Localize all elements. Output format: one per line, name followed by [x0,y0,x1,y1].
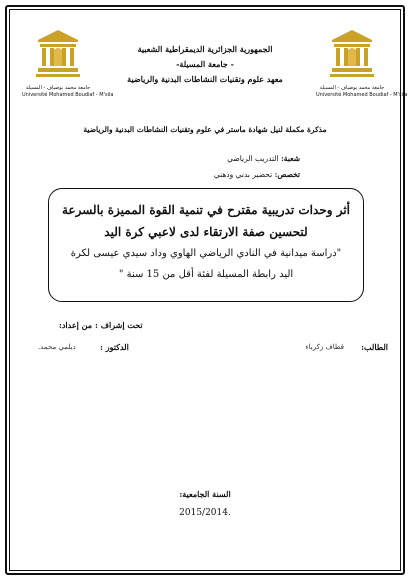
thesis-subtitle-line-2: اليد رابطة المسيلة لفئة أقل من 15 سنة " [118,269,294,280]
university-emblem-icon [328,28,376,84]
specialty-label: تخصص: [274,170,300,179]
thesis-title-line-1: أثر وحدات تدريبية مقترح في تنمية القوة المميزة بالسرعة [62,203,350,217]
university-name: - جامعة المسيلة- [176,59,234,69]
branch-label: شعبة: [281,154,300,163]
thesis-title-line-2: لتحسين صفة الارتقاء لدى لاعبي كرة اليد [104,225,308,239]
thesis-subtitle-line-1: "دراسة ميدانية في النادي الرياضي الهاوي وداد سيدي عيسى لكرة [70,248,342,259]
specialty-line [214,170,300,179]
logo-caption-french: Université Mohamed Boudiaf - M'sila [316,92,408,98]
university-logo-right [316,28,408,98]
logo-caption-arabic: جامعة محمد بوضياف - المسيلة [25,85,91,91]
logo-caption-arabic: جامعة محمد بوضياف - المسيلة [319,85,385,91]
thesis-title-box [48,188,364,302]
university-logo-left [22,28,114,98]
academic-year-value: 2015/2014. [179,508,231,518]
academic-year-label: السنة الجامعية: [179,489,231,499]
university-emblem-icon [34,28,82,84]
doctor-label: الدكتور : [100,342,129,352]
branch-line [227,154,300,163]
doctor-name: ديلمي محمد. [38,343,76,351]
specialty-value: تحضير بدني وذهني [213,170,275,179]
student-label: الطالب: [361,342,388,352]
memo-description: مذكرة مكملة لنيل شهادة ماستر في علوم وتقنيات النشاطات البدنية والرياضية [83,125,327,134]
branch-value: التدريب الرياضي [227,154,282,163]
institution-header [100,42,310,87]
student-name: قطاف زكرياء [305,343,344,351]
republic-name: الجمهورية الجزائرية الديمقراطية الشعبية [137,44,273,54]
logo-caption-french: Université Mohamed Boudiaf - M'sila [22,92,114,98]
prepared-by-label: من إعداد: [58,320,92,330]
supervision-label: تحت إشراف : [95,320,143,330]
institute-name: معهد علوم وتقنيات النشاطات البدنية والرياضية [127,74,283,84]
